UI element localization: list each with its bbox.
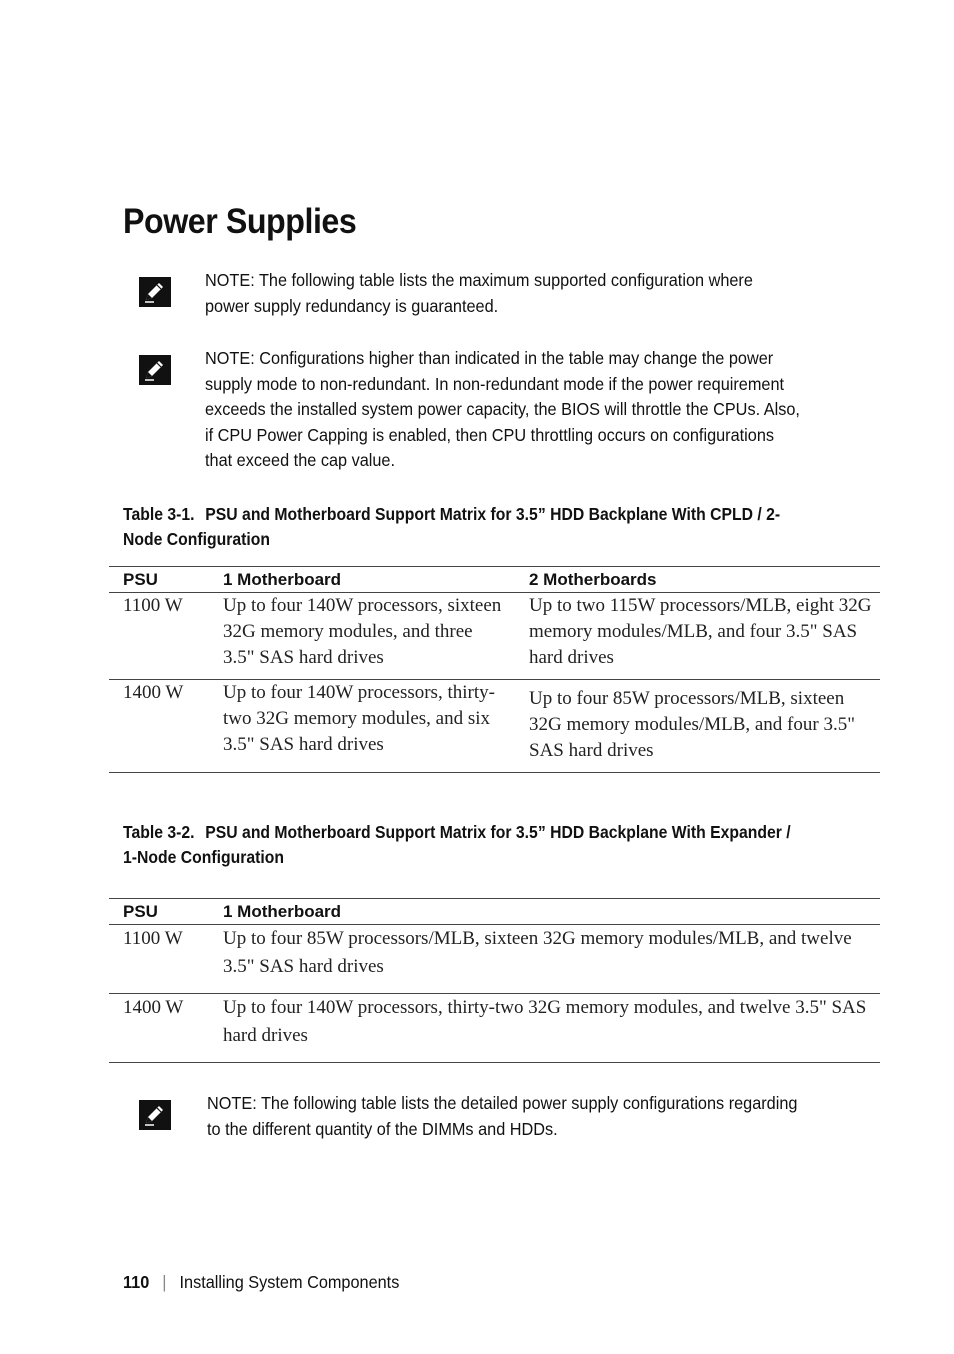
note-pencil-icon — [139, 355, 171, 385]
note-body — [205, 346, 800, 474]
note-label: NOTE: — [205, 348, 255, 368]
note-text: Configurations higher than indicated in the table may change the power supply mode to non-redundant. In non-redundant mode if the power requirement exceeds the installed system power capacity, the BIOS will throttle the CPUs. Also, if CPU Power Capping is enabled, then CPU throttling occurs on configurations that exceed the cap value. — [205, 348, 800, 471]
note-pencil-icon — [139, 277, 171, 307]
note-pencil-icon — [139, 1100, 171, 1130]
page-number: 110 — [123, 1272, 150, 1292]
table-1-caption — [123, 502, 807, 552]
page-footer — [123, 1272, 399, 1293]
table-cell-psu: 1100 W — [109, 593, 209, 680]
table-row — [109, 593, 880, 680]
table-row — [109, 994, 880, 1063]
table-1-number: Table 3-1. — [123, 504, 195, 524]
footer-section-title: Installing System Components — [179, 1272, 400, 1292]
table-row — [109, 925, 880, 994]
table-cell: Up to four 140W processors, sixteen 32G memory modules, and three 3.5" SAS hard drives — [209, 593, 515, 680]
table-cell: Up to four 140W processors, thirty-two 32G memory modules, and six 3.5" SAS hard drives — [209, 680, 515, 773]
table-2 — [109, 898, 880, 1063]
note-label: NOTE: — [205, 270, 255, 290]
column-header-psu: PSU — [109, 567, 209, 593]
column-header-1-motherboard: 1 Motherboard — [209, 567, 515, 593]
table-1 — [109, 566, 880, 773]
note-body — [205, 268, 800, 319]
table-2-number: Table 3-2. — [123, 822, 195, 842]
table-header-row — [109, 899, 880, 925]
table-cell-psu: 1100 W — [109, 925, 209, 994]
table-cell: Up to four 85W processors/MLB, sixteen 32G memory modules/MLB, and twelve 3.5" SAS hard drives — [209, 925, 880, 994]
column-header-psu: PSU — [109, 899, 209, 925]
note-text: The following table lists the detailed power supply configurations regarding to the different quantity of the DIMMs and HDDs. — [207, 1093, 798, 1139]
note-text: The following table lists the maximum supported configuration where power supply redundancy is guaranteed. — [205, 270, 753, 316]
column-header-1-motherboard: 1 Motherboard — [209, 899, 880, 925]
table-cell-psu: 1400 W — [109, 680, 209, 773]
table-cell: Up to four 140W processors, thirty-two 32G memory modules, and twelve 3.5" SAS hard drives — [209, 994, 880, 1063]
table-2-caption-text: PSU and Motherboard Support Matrix for 3.5” HDD Backplane With Expander / 1-Node Configuration — [123, 822, 791, 867]
note-label: NOTE: — [207, 1093, 257, 1113]
table-cell-psu: 1400 W — [109, 994, 209, 1063]
column-header-2-motherboards: 2 Motherboards — [515, 567, 880, 593]
table-2-caption — [123, 820, 807, 870]
table-cell: Up to four 85W processors/MLB, sixteen 32G memory modules/MLB, and four 3.5" SAS hard drives — [515, 680, 880, 773]
note-body — [207, 1091, 802, 1142]
table-header-row — [109, 567, 880, 593]
table-cell: Up to two 115W processors/MLB, eight 32G memory modules/MLB, and four 3.5" SAS hard drives — [515, 593, 880, 680]
table-1-caption-text: PSU and Motherboard Support Matrix for 3.5” HDD Backplane With CPLD / 2-Node Configuration — [123, 504, 781, 549]
page-title: Power Supplies — [123, 202, 357, 241]
footer-separator: | — [162, 1272, 167, 1292]
table-row — [109, 680, 880, 773]
